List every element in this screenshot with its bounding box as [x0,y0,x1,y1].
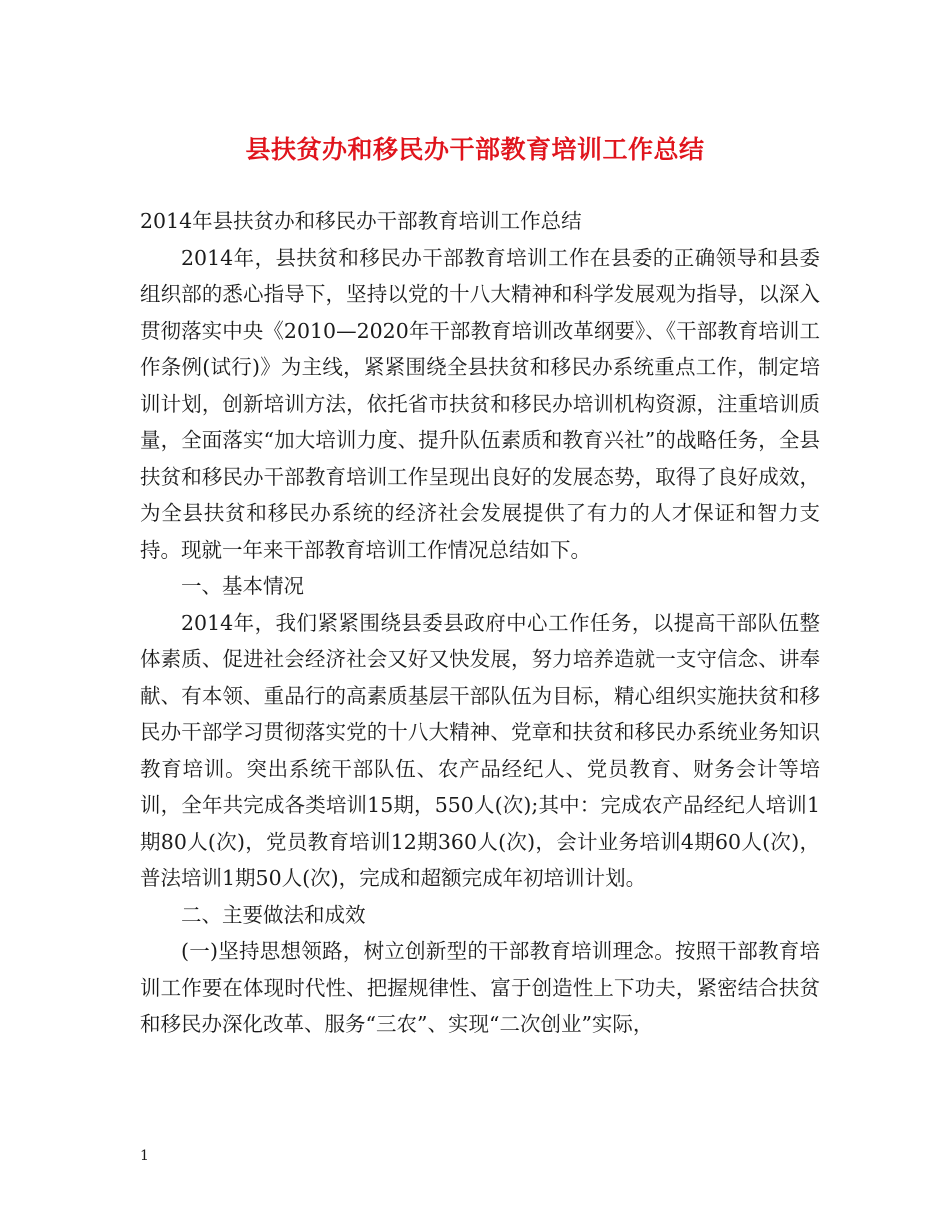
page-number: 1 [140,1148,149,1164]
document-body [140,203,820,1043]
section-heading-basic-situation: 一、基本情况 [181,574,304,598]
paragraph-practice-one: (一)坚持思想领路，树立创新型的干部教育培训理念。按照干部教育培训工作要在体现时代性、把握规律性、富于创造性上下功夫，紧密结合扶贫和移民办深化改革、服务“三农”、实现“二次创业”实际， [140,939,820,1036]
paragraph-intro: 2014年，县扶贫和移民办干部教育培训工作在县委的正确领导和县委组织部的悉心指导下，坚持以党的十八大精神和科学发展观为指导，以深入贯彻落实中央《2010—2020年干部教育培训改革纲要》、《干部教育培训工作条例(试行)》为主线，紧紧围绕全县扶贫和移民办系统重点工作，制定培训计划，创新培训方法，依托省市扶贫和移民办培训机构资源，注重培训质量，全面落实“加大培训力度、提升队伍素质和教育兴社”的战略任务，全县扶贫和移民办干部教育培训工作呈现出良好的发展态势，取得了良好成效，为全县扶贫和移民办系统的经济社会发展提供了有力的人才保证和智力支持。现就一年来干部教育培训工作情况总结如下。 [140,245,820,562]
paragraph-basic-situation: 2014年，我们紧紧围绕县委县政府中心工作任务，以提高干部队伍整体素质、促进社会经济社会又好又快发展，努力培养造就一支守信念、讲奉献、有本领、重品行的高素质基层干部队伍为目标，精心组织实施扶贫和移民办干部学习贯彻落实党的十八大精神、党章和扶贫和移民办系统业务知识教育培训。突出系统干部队伍、农产品经纪人、党员教育、财务会计等培训，全年共完成各类培训15期，550人(次);其中：完成农产品经纪人培训1期80人(次)，党员教育培训12期360人(次)，会计业务培训4期60人(次)，普法培训1期50人(次)，完成和超额完成年初培训计划。 [140,610,820,890]
section-heading-main-practices: 二、主要做法和成效 [181,902,366,927]
subtitle-line: 2014年县扶贫办和移民办干部教育培训工作总结 [140,209,582,233]
page-title: 县扶贫办和移民办干部教育培训工作总结 [245,135,705,164]
